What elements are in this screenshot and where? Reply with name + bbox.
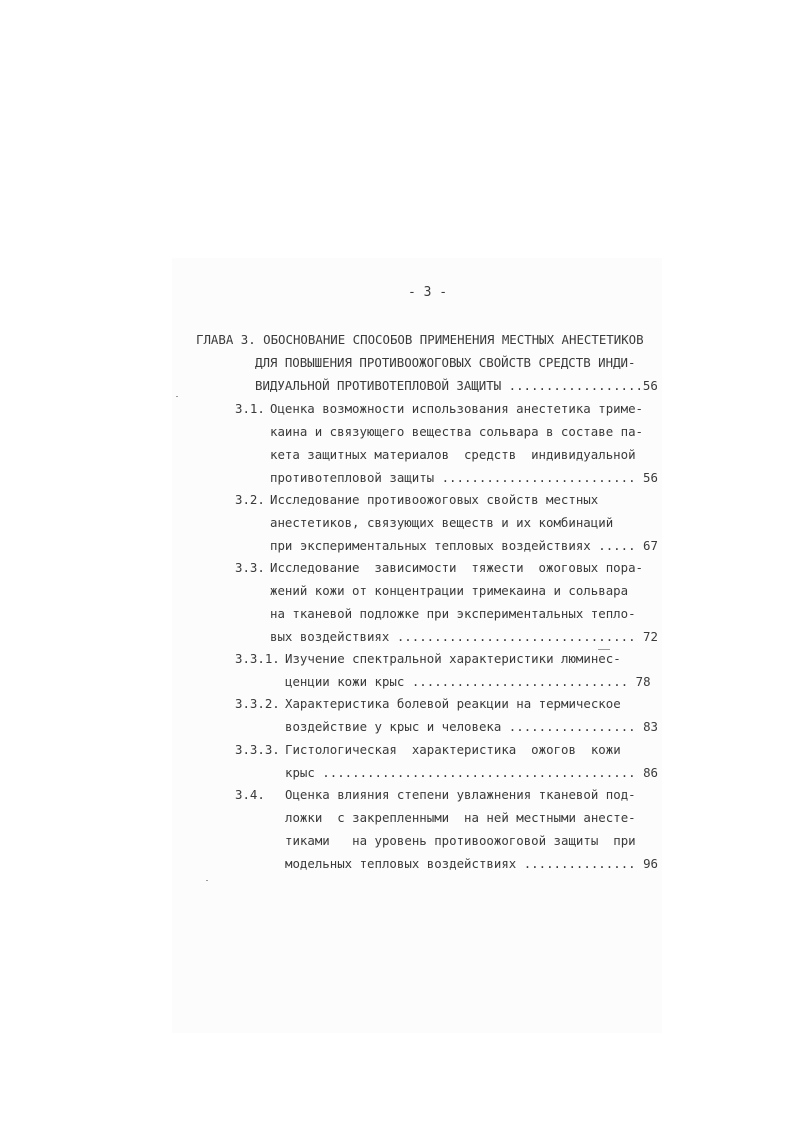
toc-entry-3-3-2-line-1: Характеристика болевой реакции на термическое [285,696,621,711]
toc-entry-3-3-line-1: Исследование зависимости тяжести ожоговых пора- [270,560,643,575]
toc-entry-3-1-line-3: кета защитных материалов средств индивидуальной [270,447,636,462]
scanned-page-area [172,258,662,1033]
toc-entry-3-3-1-line-1: Изучение спектральной характеристики люминес- [285,651,621,666]
toc-entry-3-4-line-3: тиками на уровень противоожоговой защиты при [285,833,636,848]
toc-entry-3-3-line-4: вых воздействиях ................................ 72 [270,629,658,644]
toc-entry-3-4-line-2: ложки с закрепленными на ней местными анесте- [285,810,636,825]
toc-entry-3-4-line-1: Оценка влияния степени увлажнения тканевой под- [285,787,636,802]
toc-entry-3-4-line-4: модельных тепловых воздействиях ............... 96 [285,856,658,871]
toc-entry-number-3-1: 3.1. [235,401,265,416]
toc-entry-3-3-line-3: на тканевой подложке при экспериментальных тепло- [270,606,636,621]
toc-entry-3-3-line-2: жений кожи от концентрации тримекаина и сольвара [270,583,629,598]
toc-entry-3-3-1-line-2: ценции кожи крыс ............................. 78 [285,674,651,689]
scan-speck [176,396,178,397]
chapter-heading-line-3: ВИДУАЛЬНОЙ ПРОТИВОТЕПЛОВОЙ ЗАЩИТЫ ..................56 [255,378,658,393]
page-number: - 3 - [408,285,448,300]
toc-entry-3-2-line-3: при экспериментальных тепловых воздействиях ..... 67 [270,538,658,553]
toc-entry-number-3-3-3: 3.3.3. [235,742,280,757]
toc-entry-number-3-4: 3.4. [235,787,265,802]
scan-speck [206,880,208,881]
toc-entry-3-2-line-1: Исследование противоожоговых свойств местных [270,492,599,507]
toc-entry-3-3-2-line-2: воздействие у крыс и человека ................. 83 [285,719,658,734]
toc-entry-number-3-3-2: 3.3.2. [235,696,280,711]
toc-entry-3-1-line-4: противотепловой защиты .......................... 56 [270,470,658,485]
chapter-heading-line-1: ГЛАВА 3. ОБОСНОВАНИЕ СПОСОБОВ ПРИМЕНЕНИЯ МЕСТНЫХ АНЕСТЕТИКОВ [196,332,644,347]
toc-entry-3-1-line-1: Оценка возможности использования анестетика триме- [270,401,643,416]
toc-entry-3-2-line-2: анестетиков, связующих веществ и их комбинаций [270,515,614,530]
toc-entry-3-3-3-line-1: Гистологическая характеристика ожогов кожи [285,742,621,757]
scan-speck [598,649,610,650]
toc-entry-number-3-3: 3.3. [235,560,265,575]
toc-entry-number-3-3-1: 3.3.1. [235,651,280,666]
toc-entry-number-3-2: 3.2. [235,492,265,507]
chapter-heading-line-2: ДЛЯ ПОВЫШЕНИЯ ПРОТИВООЖОГОВЫХ СВОЙСТВ СРЕДСТВ ИНДИ- [255,355,636,370]
toc-entry-3-1-line-2: каина и связующего вещества сольвара в составе па- [270,424,643,439]
toc-entry-3-3-3-line-2: крыс .......................................... 86 [285,765,658,780]
